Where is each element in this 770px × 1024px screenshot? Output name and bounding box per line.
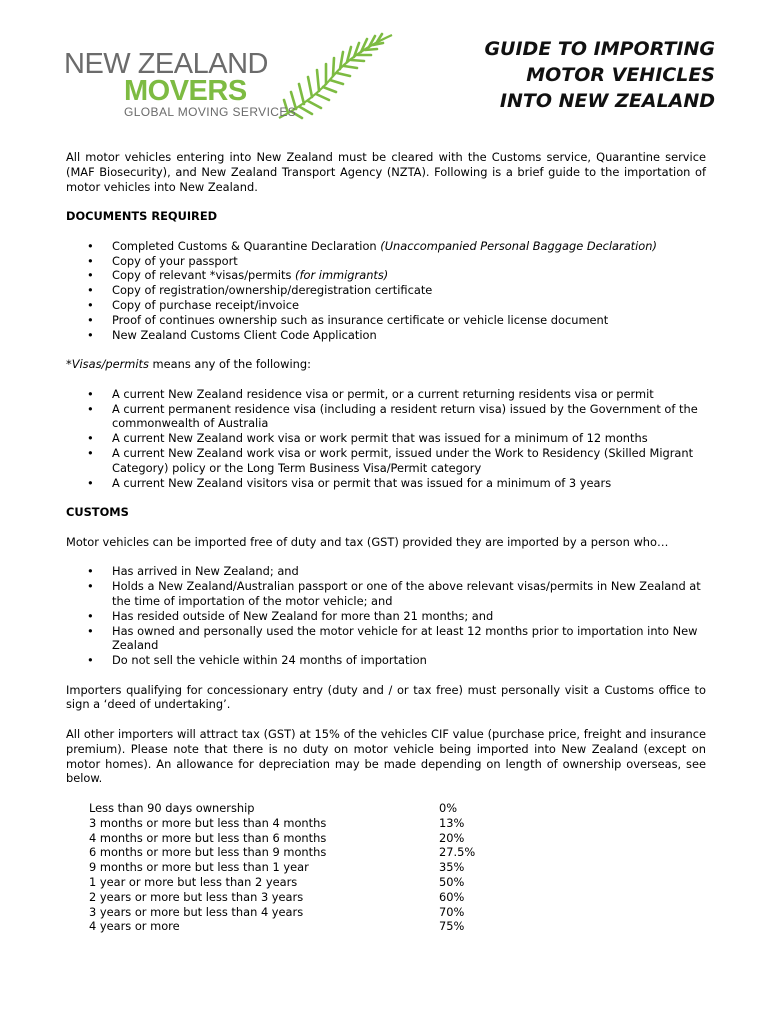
title-line-3: INTO NEW ZEALAND bbox=[499, 90, 715, 112]
list-item: • Has owned and personally used the motor vehicle for at least 12 months prior to importation into New Zealand bbox=[66, 624, 706, 654]
table-row bbox=[89, 831, 475, 846]
depreciation-table bbox=[89, 801, 475, 934]
period-cell: 3 years or more but less than 4 years bbox=[89, 904, 304, 919]
list-item: • Has arrived in New Zealand; and bbox=[66, 564, 706, 579]
list-item: • Copy of registration/ownership/deregistration certificate bbox=[66, 283, 706, 298]
intro-paragraph: All motor vehicles entering into New Zealand must be cleared with the Customs service, Quarantine service (MAF Biosecurity), and New Zealand Transport Agency (NZTA). Following is a brief guide to the importation of motor vehicles into New Zealand. bbox=[66, 150, 706, 194]
list-item: • Completed Customs & Quarantine Declaration (Unaccompanied Personal Baggage Declaration) bbox=[66, 239, 706, 254]
table-row bbox=[89, 845, 475, 860]
table-row bbox=[89, 816, 475, 831]
rate-cell: 75% bbox=[439, 919, 465, 934]
list-item: • A current permanent residence visa (including a resident return visa) issued by the Government of the commonwealth of Australia bbox=[66, 402, 706, 432]
table-row bbox=[89, 801, 475, 816]
customs-heading: CUSTOMS bbox=[66, 505, 129, 520]
customs-intro: Motor vehicles can be imported free of duty and tax (GST) provided they are imported by a person who… bbox=[66, 534, 669, 549]
list-item: • Do not sell the vehicle within 24 months of importation bbox=[66, 653, 706, 668]
list-item: • New Zealand Customs Client Code Application bbox=[66, 328, 706, 343]
rate-cell: 60% bbox=[439, 889, 465, 904]
list-item: • Copy of relevant *visas/permits (for immigrants) bbox=[66, 268, 706, 283]
list-item: • Copy of your passport bbox=[66, 254, 706, 269]
period-cell: 3 months or more but less than 4 months bbox=[89, 815, 327, 830]
list-item: • Copy of purchase receipt/invoice bbox=[66, 298, 706, 313]
table-row bbox=[89, 860, 475, 875]
period-cell: 4 months or more but less than 6 months bbox=[89, 830, 327, 845]
list-item: • A current New Zealand work visa or work permit, issued under the Work to Residency (Skilled Migrant Category) policy or the Long Term Business Visa/Permit category bbox=[66, 446, 706, 476]
logo-line-movers: MOVERS bbox=[124, 75, 247, 107]
gst-paragraph: All other importers will attract tax (GST) at 15% of the vehicles CIF value (purchase price, freight and insurance premium). Please note that there is no duty on motor vehicle being imported into New Zealand (except on motor homes). An allowance for depreciation may be made depending on length of ownership overseas, see below. bbox=[66, 727, 706, 786]
period-cell: Less than 90 days ownership bbox=[89, 801, 255, 816]
list-item: • Has resided outside of New Zealand for more than 21 months; and bbox=[66, 609, 706, 624]
title-line-2: MOTOR VEHICLES bbox=[526, 64, 715, 86]
rate-cell: 50% bbox=[439, 875, 465, 890]
table-row bbox=[89, 875, 475, 890]
rate-cell: 0% bbox=[439, 801, 458, 816]
list-item: • A current New Zealand work visa or work permit that was issued for a minimum of 12 months bbox=[66, 431, 706, 446]
period-cell: 2 years or more but less than 3 years bbox=[89, 889, 304, 904]
table-row bbox=[89, 905, 475, 920]
rate-cell: 27.5% bbox=[439, 845, 476, 860]
documents-heading: DOCUMENTS REQUIRED bbox=[66, 209, 218, 224]
visas-list bbox=[66, 387, 706, 491]
visas-intro: *Visas/permits means any of the following: bbox=[66, 357, 311, 372]
title-line-1: GUIDE TO IMPORTING bbox=[484, 38, 715, 60]
rate-cell: 70% bbox=[439, 904, 465, 919]
period-cell: 9 months or more but less than 1 year bbox=[89, 860, 309, 875]
logo-line-new-zealand: NEW ZEALAND bbox=[64, 48, 268, 80]
document-body bbox=[66, 150, 706, 934]
list-item: • Proof of continues ownership such as insurance certificate or vehicle license document bbox=[66, 313, 706, 328]
table-row bbox=[89, 890, 475, 905]
rate-cell: 35% bbox=[439, 860, 465, 875]
document-title bbox=[484, 36, 715, 114]
list-item: • Holds a New Zealand/Australian passport or one of the above relevant visas/permits in New Zealand at the time of importation of the motor vehicle; and bbox=[66, 579, 706, 609]
logo-tagline: GLOBAL MOVING SERVICES bbox=[124, 105, 297, 119]
table-row bbox=[89, 919, 475, 934]
rate-cell: 20% bbox=[439, 830, 465, 845]
period-cell: 6 months or more but less than 9 months bbox=[89, 845, 327, 860]
period-cell: 4 years or more bbox=[89, 919, 180, 934]
documents-list bbox=[66, 239, 706, 343]
rate-cell: 13% bbox=[439, 815, 465, 830]
list-item: • A current New Zealand residence visa or permit, or a current returning residents visa or permit bbox=[66, 387, 706, 402]
list-item: • A current New Zealand visitors visa or permit that was issued for a minimum of 3 years bbox=[66, 476, 706, 491]
period-cell: 1 year or more but less than 2 years bbox=[89, 875, 298, 890]
company-logo bbox=[64, 30, 394, 125]
customs-list bbox=[66, 564, 706, 668]
concession-paragraph: Importers qualifying for concessionary entry (duty and / or tax free) must personally visit a Customs office to sign a ‘deed of undertaking’. bbox=[66, 682, 706, 712]
